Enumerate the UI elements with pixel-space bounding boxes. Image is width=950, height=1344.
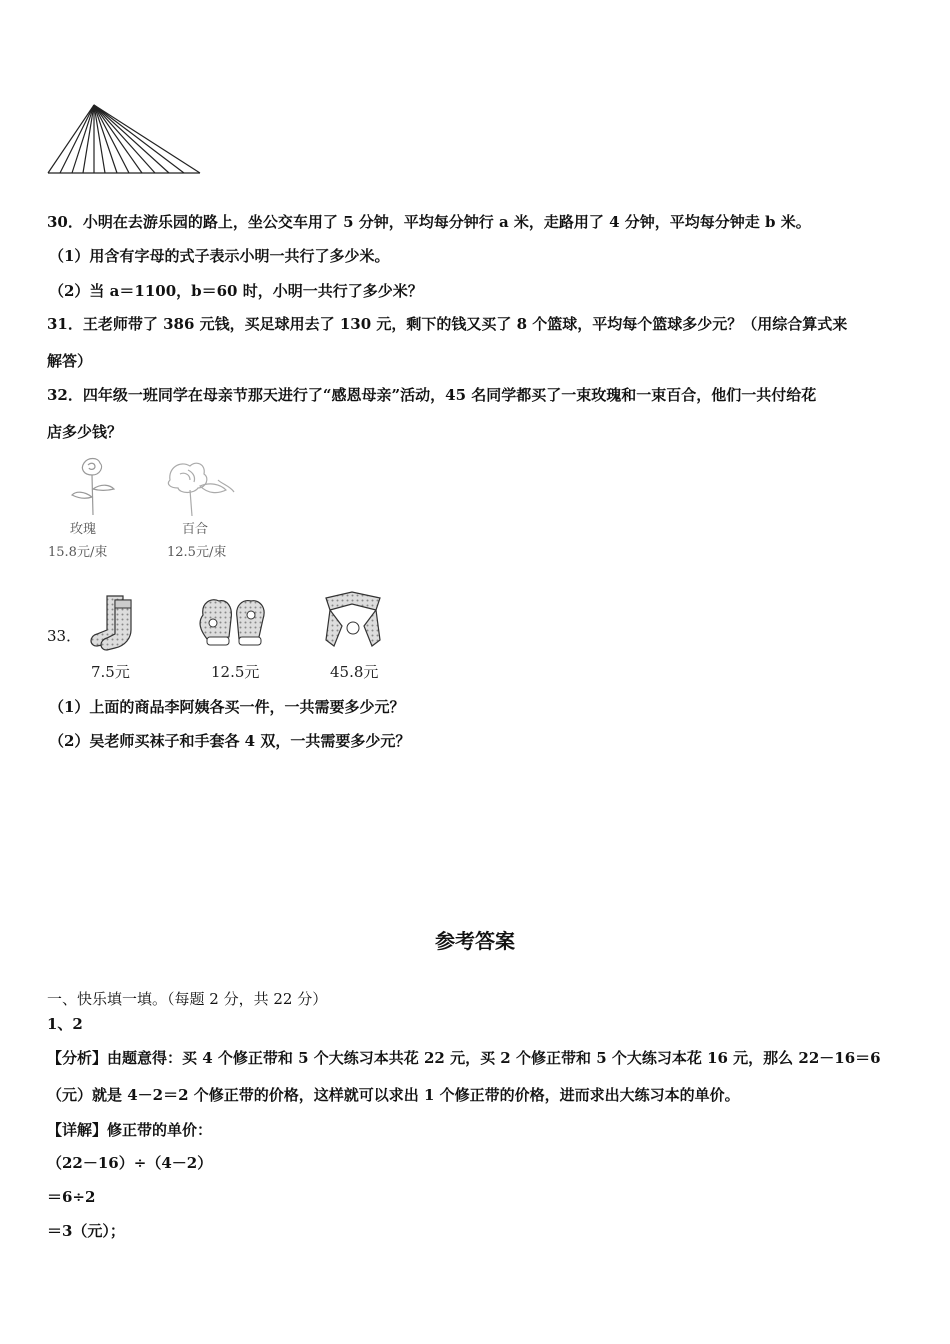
socks-icon <box>85 592 139 654</box>
answers-item: 1、2 <box>47 1015 83 1033</box>
rose-name: 玫瑰 <box>70 522 97 537</box>
mittens-price: 12.5元 <box>211 663 260 681</box>
rose-icon <box>62 455 122 517</box>
fan-triangle-figure <box>45 100 205 180</box>
q31-line1: 31．王老师带了 386 元钱，买足球用去了 130 元，剩下的钱又买了 8 个篮球，平均每个篮球多少元？（用综合算式来 <box>47 315 848 333</box>
scarf-price: 45.8元 <box>330 663 379 681</box>
q30-part1: （1）用含有字母的式子表示小明一共行了多少米。 <box>49 247 390 265</box>
q33-number: 33． <box>47 627 82 645</box>
q30-stem: 30．小明在去游乐园的路上，坐公交车用了 5 分钟，平均每分钟行 a 米，走路用了 4 分钟，平均每分钟走 b 米。 <box>47 213 811 231</box>
lily-price: 12.5元/束 <box>167 545 227 560</box>
answers-section: 一、快乐填一填。（每题 2 分，共 22 分） <box>47 990 328 1008</box>
rose-price: 15.8元/束 <box>48 545 108 560</box>
answers-detail: 【详解】修正带的单价： <box>47 1121 213 1139</box>
socks-price: 7.5元 <box>91 663 130 681</box>
answers-analysis-line1: 【分析】由题意得：买 4 个修正带和 5 个大练习本共花 22 元，买 2 个修正带和 5 个大练习本花 16 元，那么 22－16＝6 <box>47 1049 881 1067</box>
q32-line1: 32．四年级一班同学在母亲节那天进行了“感恩母亲”活动，45 名同学都买了一束玫瑰和一束百合，他们一共付给花 <box>47 386 817 404</box>
scarf-icon <box>320 588 386 654</box>
lily-icon <box>160 458 238 518</box>
lily-name: 百合 <box>182 522 209 537</box>
q33-part2: （2）吴老师买袜子和手套各 4 双，一共需要多少元？ <box>49 732 411 750</box>
answers-calc3: ＝3（元）； <box>47 1222 125 1240</box>
answers-calc1: （22－16）÷（4－2） <box>47 1154 213 1172</box>
q32-line2: 店多少钱？ <box>47 423 123 441</box>
q30-part2: （2）当 a＝1100，b＝60 时，小明一共行了多少米？ <box>49 282 423 300</box>
mittens-icon <box>193 595 273 655</box>
answers-calc2: ＝6÷2 <box>47 1188 96 1206</box>
q33-part1: （1）上面的商品李阿姨各买一件，一共需要多少元？ <box>49 698 405 716</box>
answers-analysis-line2: （元）就是 4－2＝2 个修正带的价格，这样就可以求出 1 个修正带的价格，进而求出大练习本的单价。 <box>47 1086 740 1104</box>
q31-line2: 解答） <box>47 352 93 370</box>
answers-title: 参考答案 <box>435 929 515 953</box>
